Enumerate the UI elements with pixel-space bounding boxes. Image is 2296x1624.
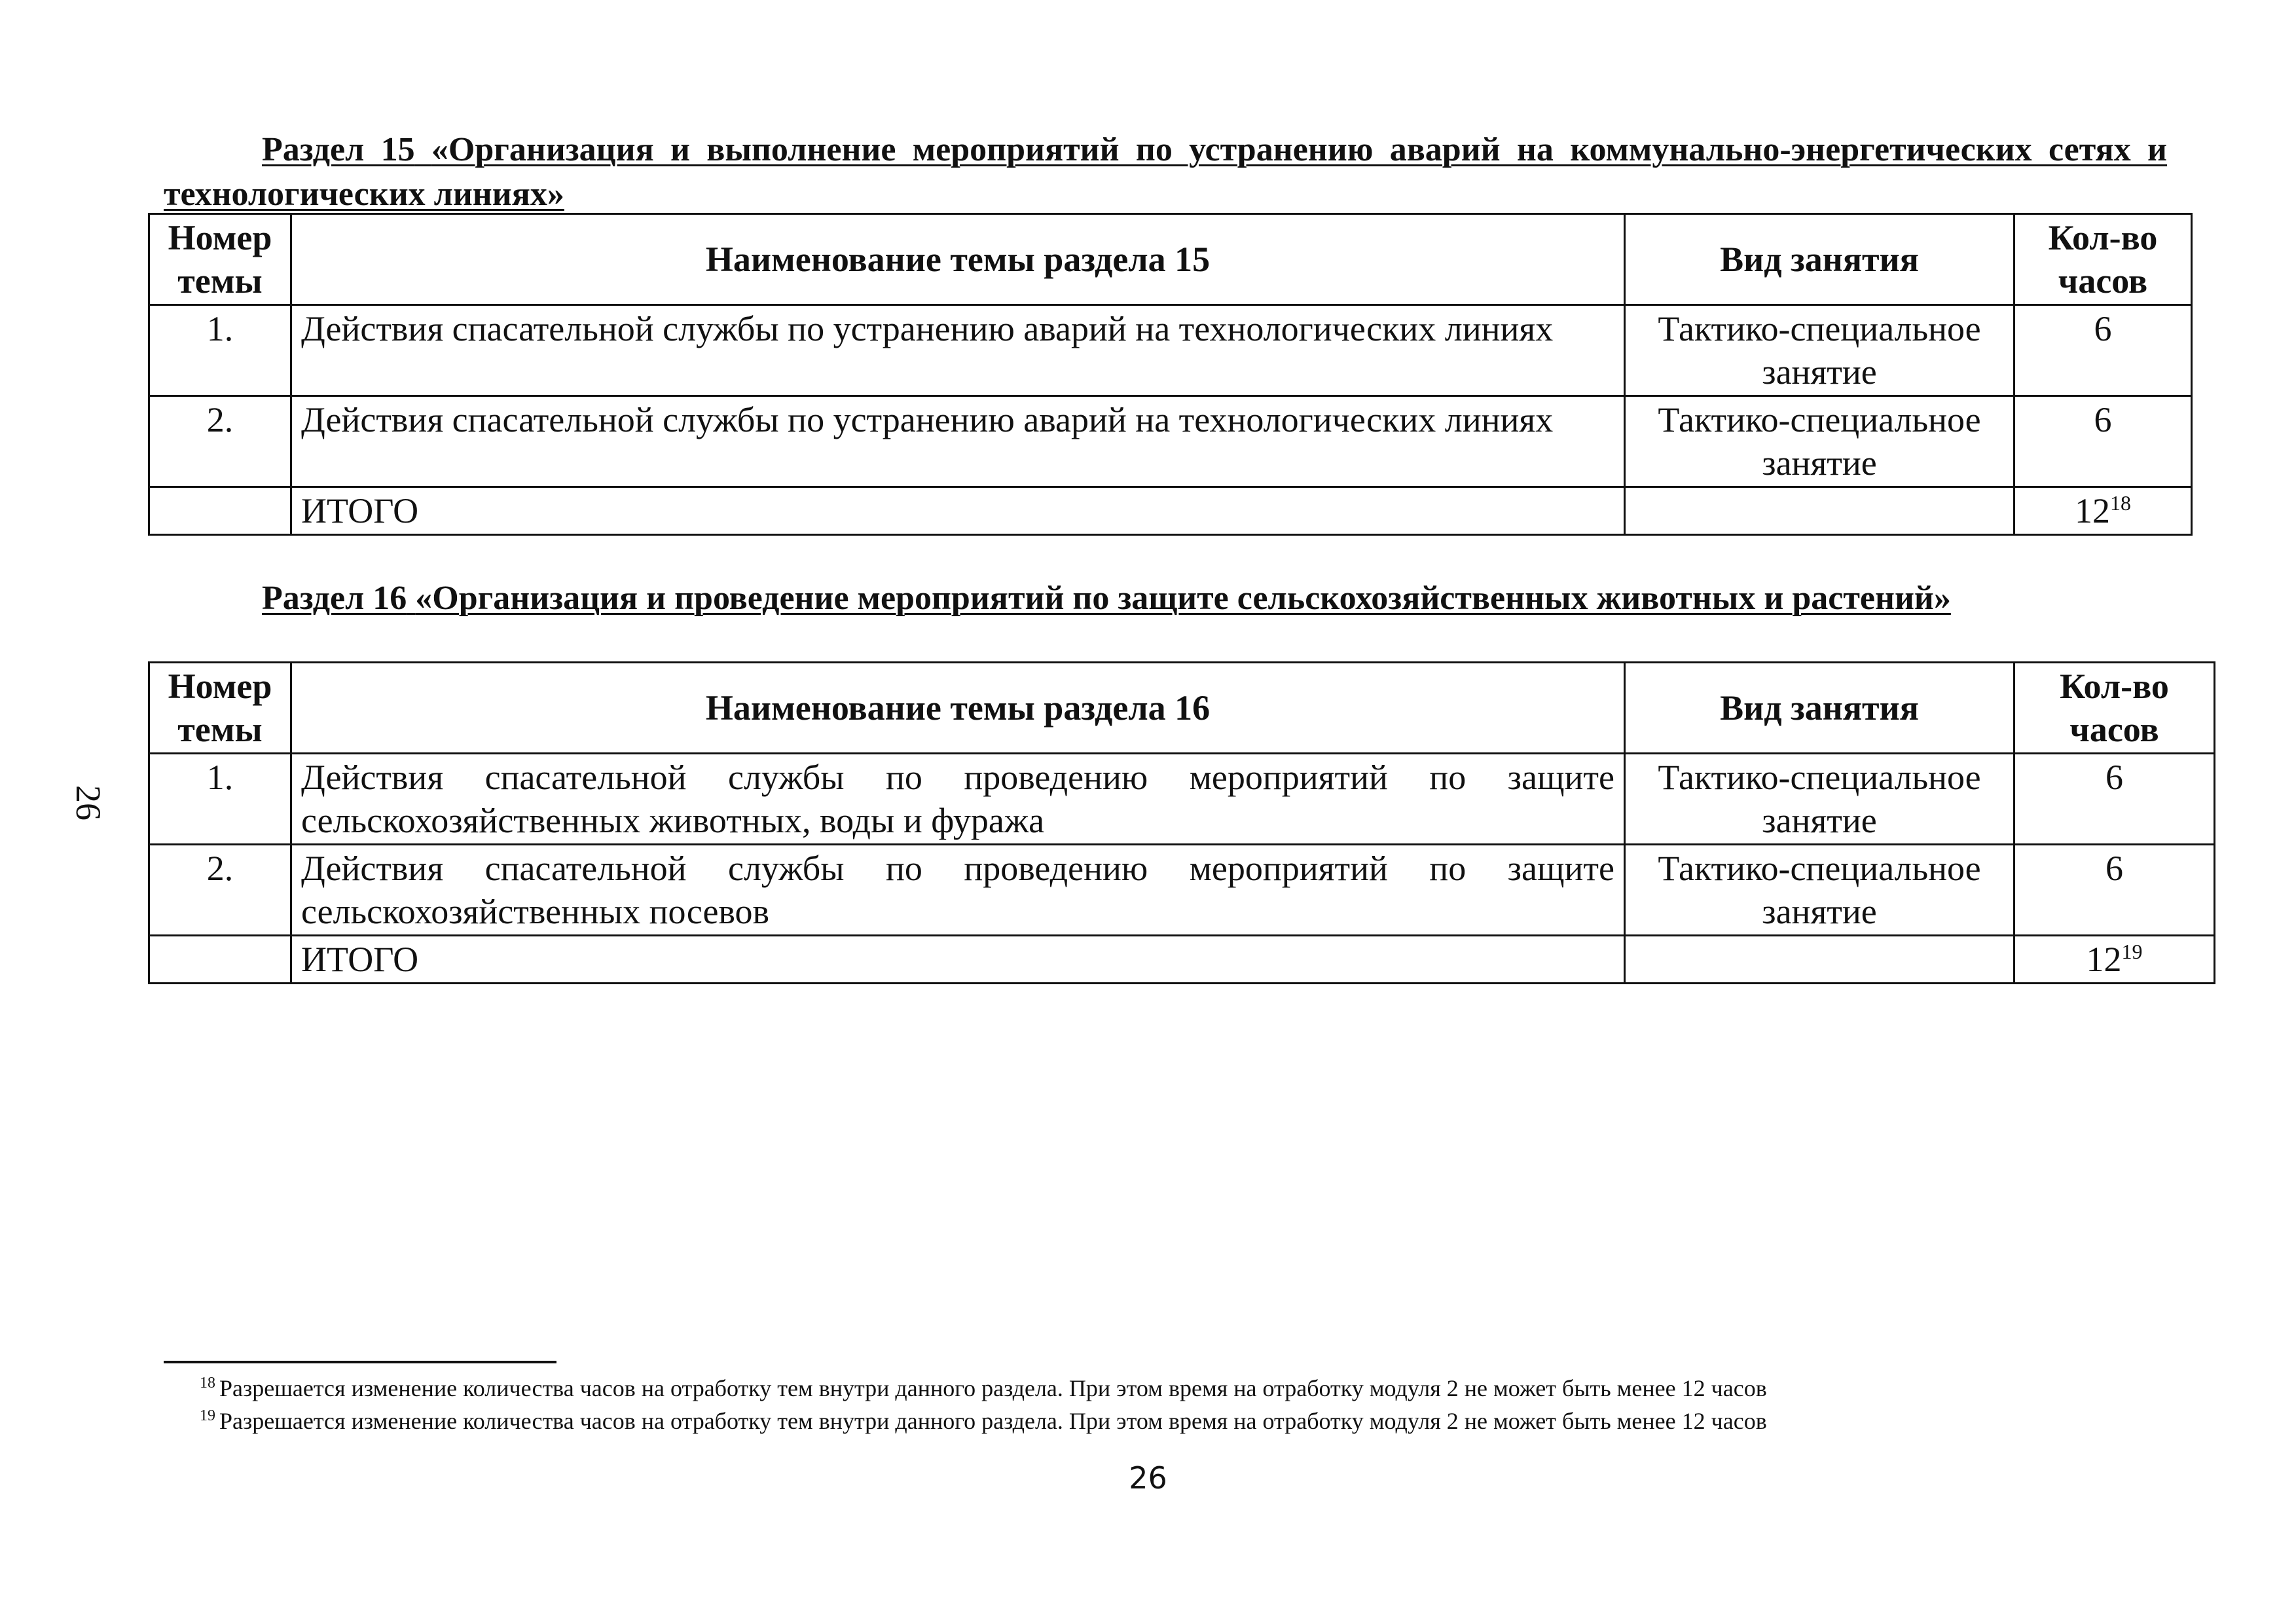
row-kind: Тактико-специальное занятие bbox=[1625, 845, 2014, 936]
footnote-separator bbox=[164, 1361, 556, 1363]
section-15-title-part2: «Организация и выполнение мероприятий по устранению аварий на коммунально-энергетических сетях и технологических линиях» bbox=[164, 131, 2167, 213]
table-row bbox=[149, 845, 2215, 936]
footnote-ref: 19 bbox=[2121, 940, 2143, 963]
page-number: 26 bbox=[1129, 1460, 1167, 1496]
total-hours: 12 bbox=[2086, 940, 2122, 979]
footnote-mark: 18 bbox=[200, 1375, 215, 1392]
footnote-18 bbox=[200, 1374, 1767, 1403]
row-kind: Тактико-специальное занятие bbox=[1625, 396, 2014, 487]
side-page-number: 26 bbox=[69, 785, 108, 821]
section-16-title-part1: Раздел 16 bbox=[262, 580, 407, 617]
total-row bbox=[149, 936, 2215, 984]
row-number: 2. bbox=[149, 845, 291, 936]
row-name: Действия спасательной службы по проведению мероприятий по защите сельскохозяйственных посевов bbox=[291, 845, 1625, 936]
header-name: Наименование темы раздела 16 bbox=[291, 663, 1625, 754]
total-hours-cell bbox=[2014, 487, 2192, 535]
header-hours: Кол-во часов bbox=[2014, 214, 2192, 305]
table-row bbox=[149, 305, 2192, 396]
total-hours: 12 bbox=[2075, 491, 2110, 530]
total-hours-cell bbox=[2014, 936, 2215, 984]
section-16-title-part2: «Организация и проведение мероприятий по защите сельскохозяйственных животных и растений» bbox=[415, 580, 1951, 617]
header-kind: Вид занятия bbox=[1625, 663, 2014, 754]
footnote-text: Разрешается изменение количества часов на отработку тем внутри данного раздела. При этом время на отработку модуля 2 не может быть менее 12 часов bbox=[219, 1408, 1767, 1434]
total-empty-kind bbox=[1625, 936, 2014, 984]
section-15-title bbox=[164, 128, 2167, 217]
row-name: Действия спасательной службы по устранению аварий на технологических линиях bbox=[291, 396, 1625, 487]
header-number: Номер темы bbox=[149, 663, 291, 754]
row-kind: Тактико-специальное занятие bbox=[1625, 305, 2014, 396]
table-row bbox=[149, 754, 2215, 845]
row-number: 2. bbox=[149, 396, 291, 487]
total-label: ИТОГО bbox=[291, 487, 1625, 535]
row-hours: 6 bbox=[2014, 396, 2192, 487]
total-label: ИТОГО bbox=[291, 936, 1625, 984]
row-hours: 6 bbox=[2014, 754, 2215, 845]
header-kind: Вид занятия bbox=[1625, 214, 2014, 305]
row-hours: 6 bbox=[2014, 305, 2192, 396]
section-16-table bbox=[148, 661, 2215, 984]
footnote-19 bbox=[200, 1407, 1767, 1435]
row-hours: 6 bbox=[2014, 845, 2215, 936]
row-name: Действия спасательной службы по устранению аварий на технологических линиях bbox=[291, 305, 1625, 396]
total-empty-kind bbox=[1625, 487, 2014, 535]
footnote-ref: 18 bbox=[2110, 491, 2131, 515]
header-name: Наименование темы раздела 15 bbox=[291, 214, 1625, 305]
table-header-row bbox=[149, 214, 2192, 305]
header-number: Номер темы bbox=[149, 214, 291, 305]
table-row bbox=[149, 396, 2192, 487]
row-number: 1. bbox=[149, 305, 291, 396]
footnote-text: Разрешается изменение количества часов на отработку тем внутри данного раздела. При этом время на отработку модуля 2 не может быть менее 12 часов bbox=[219, 1375, 1767, 1401]
header-hours: Кол-во часов bbox=[2014, 663, 2215, 754]
total-empty-number bbox=[149, 936, 291, 984]
section-15-title-part1: Раздел 15 bbox=[262, 131, 415, 168]
section-16-title bbox=[164, 576, 2167, 621]
total-empty-number bbox=[149, 487, 291, 535]
section-15-table bbox=[148, 213, 2193, 536]
row-number: 1. bbox=[149, 754, 291, 845]
row-kind: Тактико-специальное занятие bbox=[1625, 754, 2014, 845]
table-header-row bbox=[149, 663, 2215, 754]
footnote-mark: 19 bbox=[200, 1407, 215, 1424]
row-name: Действия спасательной службы по проведению мероприятий по защите сельскохозяйственных животных, воды и фуража bbox=[291, 754, 1625, 845]
total-row bbox=[149, 487, 2192, 535]
